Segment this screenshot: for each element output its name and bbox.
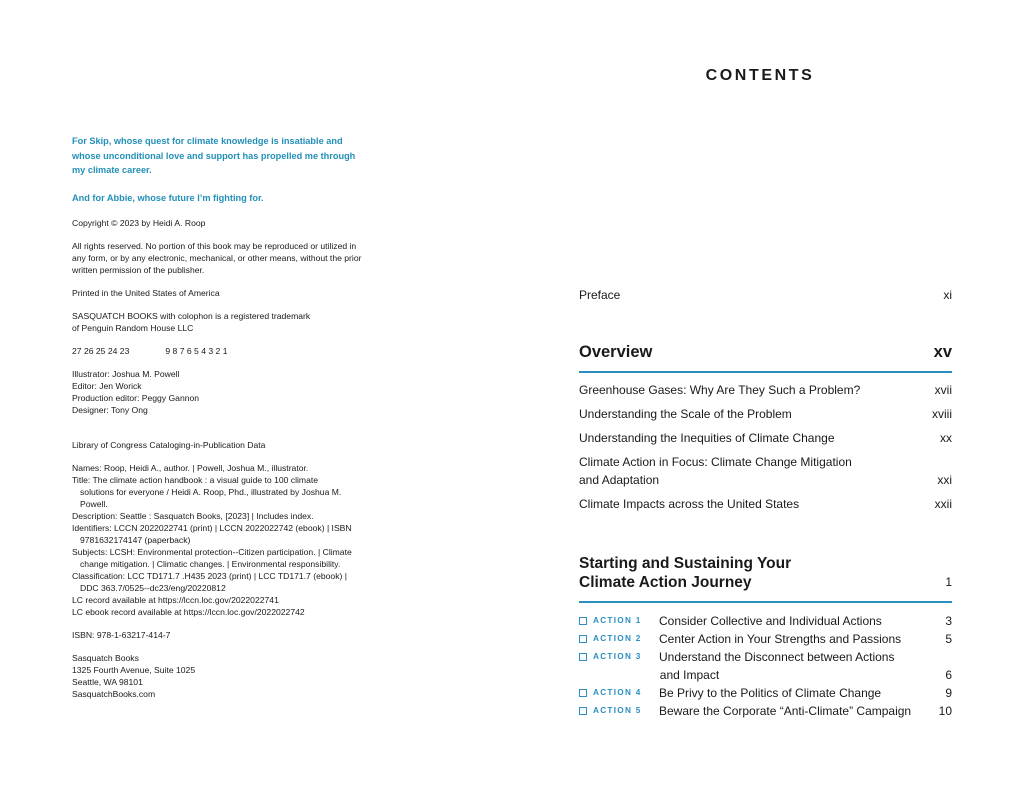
- action-title: Consider Collective and Individual Actions: [659, 614, 882, 628]
- section-heading-page: 1: [945, 575, 952, 589]
- publisher-address: [72, 652, 357, 700]
- checkbox-icon: [579, 689, 587, 697]
- printed-in: [72, 287, 357, 299]
- toc-entry: [579, 381, 952, 399]
- credit-line: Editor: Jen Worick: [72, 381, 142, 391]
- action-tag: ACTION 1: [593, 616, 642, 625]
- dedication-line: whose unconditional love and support has propelled me through: [72, 150, 356, 161]
- rights-notice: [72, 240, 362, 276]
- checkbox-icon: [579, 635, 587, 643]
- copyright-text: Copyright © 2023 by Heidi A. Roop: [72, 218, 206, 228]
- copyright-line: [72, 217, 357, 229]
- checkbox-icon: [579, 617, 587, 625]
- action-tag: ACTION 5: [593, 706, 642, 715]
- section-heading-line: Climate Action Journey: [579, 574, 752, 591]
- printing-numbers: [72, 345, 357, 357]
- action-page: 6: [945, 668, 952, 682]
- cip-line: DDC 363.7/0525--dc23/eng/20220812: [80, 583, 226, 593]
- cip-line: LC ebook record available at https://lccn.loc.gov/2022022742: [72, 607, 305, 617]
- toc-entry-label: Understanding the Inequities of Climate Change: [579, 431, 835, 445]
- copyright-page: [72, 134, 362, 711]
- action-title: Beware the Corporate “Anti-Climate” Campaign: [659, 704, 912, 718]
- dedication-abbie: And for Abbie, whose future I’m fighting for.: [72, 192, 264, 203]
- toc-action-5: [579, 702, 952, 720]
- action-title: Be Privy to the Politics of Climate Change: [659, 686, 882, 700]
- toc-entry-label: Understanding the Scale of the Problem: [579, 407, 792, 421]
- toc-overview-section: [579, 342, 952, 513]
- action-title: Understand the Disconnect between Actions: [659, 650, 895, 664]
- toc-preface: [579, 286, 952, 304]
- cip-line: Names: Roop, Heidi A., author. | Powell, Joshua M., illustrator.: [72, 463, 309, 473]
- section-heading-climate-action-journey: [579, 554, 952, 601]
- dedication-line: my climate career.: [72, 165, 152, 175]
- trademark-line: of Penguin Random House LLC: [72, 323, 194, 333]
- action-page: 5: [945, 632, 952, 646]
- cip-header: Library of Congress Cataloging-in-Publication Data: [72, 440, 266, 450]
- toc-entry: [579, 429, 952, 447]
- rights-line: written permission of the publisher.: [72, 265, 205, 275]
- toc-entry: [579, 495, 952, 513]
- section-heading-line: Starting and Sustaining Your: [579, 555, 792, 572]
- printed-text: Printed in the United States of America: [72, 288, 220, 298]
- address-line: SasquatchBooks.com: [72, 689, 156, 699]
- toc-action-2: [579, 630, 952, 648]
- toc-entry-label: Climate Impacts across the United States: [579, 497, 800, 511]
- toc-action-3: [579, 648, 952, 666]
- toc-entry-page: xi: [943, 288, 952, 302]
- rights-line: any form, or by any electronic, mechanical, or other means, without the prior: [72, 253, 362, 263]
- cip-line: Identifiers: LCCN 2022022741 (print) | LCCN 2022022742 (ebook) | ISBN: [72, 523, 352, 533]
- credit-line: Production editor: Peggy Gannon: [72, 393, 200, 403]
- toc-entry-page: xxi: [937, 473, 952, 487]
- cip-line: Description: Seattle : Sasquatch Books, [2023] | Includes index.: [72, 511, 314, 521]
- action-title: Center Action in Your Strengths and Passions: [659, 632, 902, 646]
- toc-action-3-continued: [579, 666, 952, 684]
- toc-action-1: [579, 612, 952, 630]
- toc-entry-page: xx: [940, 431, 952, 445]
- toc-entry-label-continued: and Adaptation: [579, 473, 660, 487]
- action-tag: ACTION 3: [593, 652, 642, 661]
- trademark-notice: [72, 310, 357, 334]
- toc-action-4: [579, 684, 952, 702]
- cip-line: Title: The climate action handbook : a visual guide to 100 climate: [72, 475, 319, 485]
- checkbox-icon: [579, 653, 587, 661]
- isbn-text: ISBN: 978-1-63217-414-7: [72, 630, 171, 640]
- dedication: [72, 134, 357, 178]
- cip-line: Subjects: LCSH: Environmental protection--Citizen participation. | Climate: [72, 547, 352, 557]
- toc-entry: [579, 453, 952, 471]
- cip-line: Classification: LCC TD171.7 .H435 2023 (print) | LCC TD171.7 (ebook) |: [72, 571, 347, 581]
- toc-entry: [579, 405, 952, 423]
- action-tag: ACTION 4: [593, 688, 642, 697]
- action-title-continued: and Impact: [659, 668, 720, 682]
- action-tag: ACTION 2: [593, 634, 642, 643]
- toc-entry-continued: [579, 471, 952, 489]
- action-page: 3: [945, 614, 952, 628]
- trademark-line: SASQUATCH BOOKS with colophon is a registered trademark: [72, 311, 311, 321]
- section-heading-overview: [579, 342, 952, 371]
- action-page: 10: [938, 704, 952, 718]
- toc-entry-preface: [579, 286, 952, 304]
- credit-line: Designer: Tony Ong: [72, 405, 148, 415]
- toc-entry-label: Preface: [579, 288, 621, 302]
- section-heading-label: Overview: [579, 343, 653, 361]
- contents-title: CONTENTS: [705, 67, 815, 84]
- dedication-line: For Skip, whose quest for climate knowledge is insatiable and: [72, 136, 343, 146]
- toc-section-1: [579, 554, 952, 720]
- isbn: [72, 629, 357, 641]
- cip-line: change mitigation. | Climatic changes. | Environmental responsibility.: [80, 559, 341, 569]
- toc-entry-page: xviii: [932, 407, 952, 421]
- address-line: Sasquatch Books: [72, 653, 139, 663]
- cip-line: Powell.: [80, 499, 108, 509]
- toc-entry-label: Climate Action in Focus: Climate Change Mitigation: [579, 455, 852, 469]
- cip-line: LC record available at https://lccn.loc.gov/2022022741: [72, 595, 279, 605]
- address-line: Seattle, WA 98101: [72, 677, 143, 687]
- action-page: 9: [945, 686, 952, 700]
- toc-entry-page: xxii: [934, 497, 952, 511]
- cip-line: 9781632174147 (paperback): [80, 535, 191, 545]
- printing-sequence: 9 8 7 6 5 4 3 2 1: [165, 346, 228, 356]
- checkbox-icon: [579, 707, 587, 715]
- section-heading-page: xv: [933, 343, 952, 361]
- rights-line: All rights reserved. No portion of this book may be reproduced or utilized in: [72, 241, 357, 251]
- cip-line: solutions for everyone / Heidi A. Roop, Phd., illustrated by Joshua M.: [80, 487, 342, 497]
- toc-entry-label: Greenhouse Gases: Why Are They Such a Problem?: [579, 383, 861, 397]
- cip-data: [72, 462, 357, 618]
- credits: [72, 368, 357, 416]
- address-line: 1325 Fourth Avenue, Suite 1025: [72, 665, 196, 675]
- printing-years: 27 26 25 24 23: [72, 346, 130, 356]
- toc-entry-page: xvii: [934, 383, 952, 397]
- credit-line: Illustrator: Joshua M. Powell: [72, 369, 180, 379]
